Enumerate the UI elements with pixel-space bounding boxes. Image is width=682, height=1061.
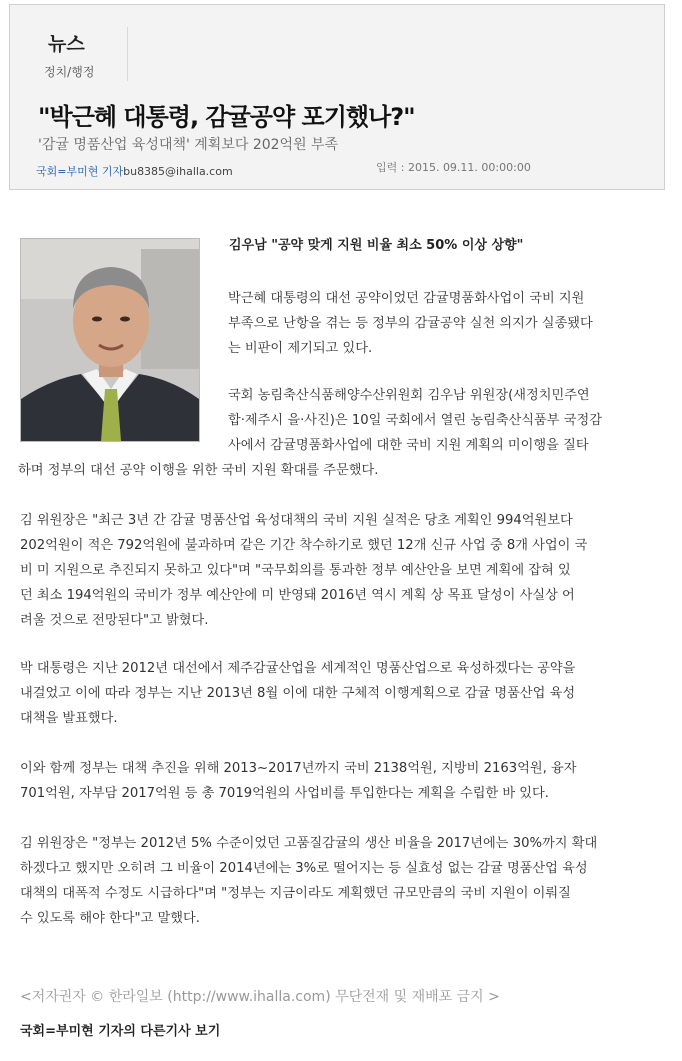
paragraph-line: 부족으로 난항을 겪는 등 정부의 감귤공약 실천 의지가 실종됐다 [228,316,593,331]
paragraph-line: 비 미 지원으로 추진되지 못하고 있다"며 "국무회의를 통과한 정부 예산안을 보면 계획에 잡혀 있 [20,563,571,578]
paragraph-line: 박근혜 대통령의 대선 공약이었던 감귤명품화사업이 국비 지원 [228,291,585,306]
paragraph-line: 하겠다고 했지만 오히려 그 비율이 2014년에는 3%로 떨어지는 등 실효성 없는 감귤 명품산업 육성 [20,861,588,876]
paragraph-2 [18,383,602,483]
paragraph-4 [20,656,575,731]
paragraph-line: 김 위원장은 "최근 3년 간 감귤 명품산업 육성대책의 국비 지원 실적은 당초 계획인 994억원보다 [20,513,573,528]
publish-date: 입력 : 2015. 09.11. 00:00:00 [376,161,531,174]
paragraph-line: 701억원, 자부담 2017억원 등 총 7019억원의 사업비를 투입한다는 계획을 수립한 바 있다. [20,786,549,801]
paragraph-1 [228,286,593,361]
paragraph-line: 김 위원장은 "정부는 2012년 5% 수준이었던 고품질감귤의 생산 비율을 2017년에는 30%까지 확대 [20,836,598,851]
paragraph-line: 202억원이 적은 792억원에 불과하며 같은 기간 착수하기로 했던 12개 신규 사업 중 8개 사업이 국 [20,538,588,553]
section-title[interactable]: 뉴스 [48,33,85,55]
article-headline: "박근혜 대통령, 감귤공약 포기했나?" [38,103,415,131]
paragraph-line: 박 대통령은 지난 2012년 대선에서 제주감귤산업을 세계적인 명품산업으로 육성하겠다는 공약을 [20,661,576,676]
paragraph-line: 수 있도록 해야 한다"고 말했다. [20,911,200,926]
paragraph-line: 려울 것으로 전망된다"고 밝혔다. [20,613,209,628]
paragraph-line: 사에서 감귤명품화사업에 대한 국비 지원 계획의 미이행을 질타 [228,438,589,453]
article-subheadline: '감귤 명품산업 육성대책' 계획보다 202억원 부족 [38,137,339,153]
paragraph-line: 내걸었고 이에 따라 정부는 지난 2013년 8월 이에 대한 구체적 이행계획으로 감귤 명품산업 육성 [20,686,576,701]
subsection-title[interactable]: 정치/행정 [44,65,95,79]
paragraph-line: 이와 함께 정부는 대책 추진을 위해 2013~2017년까지 국비 2138억원, 지방비 2163억원, 융자 [20,761,577,776]
paragraph-6 [20,831,597,931]
paragraph-line: 대책의 대폭적 수정도 시급하다"며 "정부는 지금이라도 계획했던 규모만큼의 국비 지원이 이뤄질 [20,886,571,901]
paragraph-line: 하며 정부의 대선 공약 이행을 위한 국비 지원 확대를 주문했다. [18,463,379,478]
paragraph-line: 던 최소 194억원의 국비가 정부 예산안에 미 반영돼 2016년 역시 계획 상 목표 달성이 사실상 어 [20,588,575,603]
lawmaker-photo [20,238,200,442]
paragraph-3 [20,508,587,633]
article-header [9,4,665,190]
reporter-name[interactable]: 국회=부미현 기자 [36,165,124,178]
paragraph-5 [20,756,576,806]
more-articles-link[interactable]: 국회=부미현 기자의 다른기사 보기 [20,1024,221,1039]
paragraph-line: 대책을 발표했다. [20,711,118,726]
reporter-email[interactable]: bu8385@ihalla.com [123,165,233,178]
paragraph-line: 국회 농림축산식품해양수산위원회 김우남 위원장(새정치민주연 [228,388,590,403]
byline [36,163,233,179]
header-divider [127,27,128,81]
lead-quote: 김우남 "공약 맞게 지원 비율 최소 50% 이상 상향" [229,238,524,253]
paragraph-line: 합·제주시 을·사진)은 10일 국회에서 열린 농림축산식품부 국정감 [228,413,602,428]
copyright-notice: <저자권자 © 한라일보 (http://www.ihalla.com) 무단전재 및 재배포 금지 > [20,989,500,1005]
paragraph-line: 는 비판이 제기되고 있다. [228,341,373,356]
